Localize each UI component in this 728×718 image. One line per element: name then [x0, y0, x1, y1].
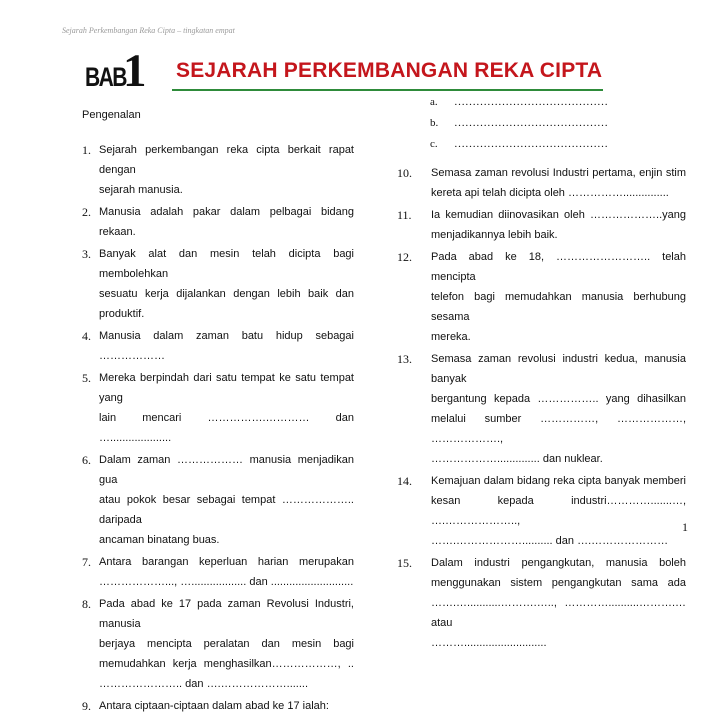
question-line: Banyak alat dan mesin telah dicipta bagi membolehkan — [99, 248, 354, 280]
sub-item-list — [413, 92, 686, 155]
sub-item — [413, 134, 686, 155]
question-line: memudahkan kerja menghasilkan………………, .. — [99, 658, 354, 670]
sub-item — [413, 113, 686, 134]
question-line: Antara ciptaan-ciptaan dalam abad ke 17 ialah: — [99, 700, 329, 712]
page-number: 1 — [682, 520, 688, 534]
section-heading: Pengenalan — [82, 109, 141, 121]
question-item — [82, 450, 354, 550]
question-item — [397, 349, 686, 469]
question-number: 11. — [397, 208, 412, 222]
sub-item-letter: b. — [430, 117, 439, 129]
question-item — [82, 326, 354, 366]
question-number: 3. — [82, 247, 91, 261]
sub-item-blank: …………………………………… — [454, 138, 608, 150]
question-line: Semasa zaman revolusi Industri pertama, enjin stim — [431, 167, 686, 179]
question-line: ……………….............. dan nuklear. — [431, 453, 603, 465]
question-line: Semasa zaman revolusi industri kedua, manusia banyak — [431, 353, 686, 385]
question-line: ………........................... — [431, 637, 547, 649]
question-item — [82, 368, 354, 448]
question-item — [82, 202, 354, 242]
question-line: …….……………….......... dan ….………………… — [431, 535, 669, 547]
left-column — [82, 105, 354, 718]
question-item — [82, 552, 354, 592]
question-item — [397, 471, 686, 551]
question-number: 5. — [82, 371, 91, 385]
sub-item-blank: …………………………………… — [454, 117, 608, 129]
question-number: 13. — [397, 352, 412, 366]
question-list-right — [397, 163, 686, 655]
question-item — [397, 247, 686, 347]
running-header: Sejarah Perkembangan Reka Cipta – tingkatan empat — [62, 26, 235, 35]
question-line: lain mencari …………….………… dan ….................... — [99, 412, 354, 444]
question-line: sejarah manusia. — [99, 184, 183, 196]
question-number: 12. — [397, 250, 412, 264]
sub-item-letter: a. — [430, 96, 438, 108]
question-line: menggunakan sistem pengangkutan sama ada — [431, 577, 686, 589]
question-line: ………………….. dan ….………………....... — [99, 678, 309, 690]
question-number: 6. — [82, 453, 91, 467]
chapter-label: BAB — [85, 62, 126, 92]
question-item — [397, 205, 686, 245]
question-number: 9. — [82, 699, 91, 713]
question-number: 4. — [82, 329, 91, 343]
question-number: 14. — [397, 474, 412, 488]
question-item — [397, 163, 686, 203]
question-line: Ia kemudian diinovasikan oleh ………………..yang — [431, 209, 686, 221]
question-line: ………………..., ….................. dan ........................... — [99, 576, 354, 588]
question-line: Antara barangan keperluan harian merupakan — [99, 556, 354, 568]
chapter-title: SEJARAH PERKEMBANGAN REKA CIPTA — [176, 59, 603, 82]
question-line: Kemajuan dalam bidang reka cipta banyak memberi — [431, 475, 686, 487]
question-line: Dalam industri pengangkutan, manusia boleh — [431, 557, 686, 569]
question-list-left — [82, 140, 354, 718]
question-line: menjadikannya lebih baik. — [431, 229, 558, 241]
question-line: mereka. — [431, 331, 471, 343]
question-line: Pada abad ke 17 pada zaman Revolusi Industri, manusia — [99, 598, 354, 630]
question-item — [397, 553, 686, 653]
question-number: 2. — [82, 205, 91, 219]
question-line: Mereka berpindah dari satu tempat ke satu tempat yang — [99, 372, 354, 404]
question-line: kereta api telah dicipta oleh ……………............... — [431, 187, 669, 199]
question-number: 8. — [82, 597, 91, 611]
question-line: Sejarah perkembangan reka cipta berkait rapat dengan — [99, 144, 354, 176]
question-item — [82, 140, 354, 200]
question-line: Manusia adalah pakar dalam pelbagai bidang rekaan. — [99, 206, 354, 238]
question-item — [82, 696, 354, 716]
question-number: 7. — [82, 555, 91, 569]
sub-item — [413, 92, 686, 113]
question-line: sesuatu kerja dijalankan dengan lebih baik dan produktif. — [99, 288, 354, 320]
question-line: kesan kepada industri………….......…, ….……………….., — [431, 495, 686, 527]
question-number: 10. — [397, 166, 412, 180]
question-line: telefon bagi memudahkan manusia berhubung sesama — [431, 291, 686, 323]
question-line: Pada abad ke 18, …………………….. telah mencipta — [431, 251, 686, 283]
chapter-number: 1 — [123, 45, 147, 97]
question-line: Dalam zaman ……………… manusia menjadikan gua — [99, 454, 354, 486]
question-line: ancaman binatang buas. — [99, 534, 220, 546]
question-line: Manusia dalam zaman batu hidup sebagai ……………… — [99, 330, 354, 362]
question-line: melalui sumber ……………, ………………, ………………., — [431, 413, 686, 445]
title-underline — [172, 89, 603, 91]
question-line: bergantung kepada …………….. yang dihasilkan — [431, 393, 686, 405]
question-number: 15. — [397, 556, 412, 570]
question-item — [82, 244, 354, 324]
sub-item-letter: c. — [430, 138, 438, 150]
question-line: …….…...........……….….., …………..........……….… atau — [431, 597, 686, 629]
question-number: 1. — [82, 143, 91, 157]
question-line: atau pokok besar sebagai tempat ……………….. daripada — [99, 494, 354, 526]
question-line: berjaya mencipta peralatan dan mesin bagi — [99, 638, 354, 650]
right-column — [397, 92, 686, 655]
question-item — [82, 594, 354, 694]
sub-item-blank: …………………………………… — [454, 96, 608, 108]
